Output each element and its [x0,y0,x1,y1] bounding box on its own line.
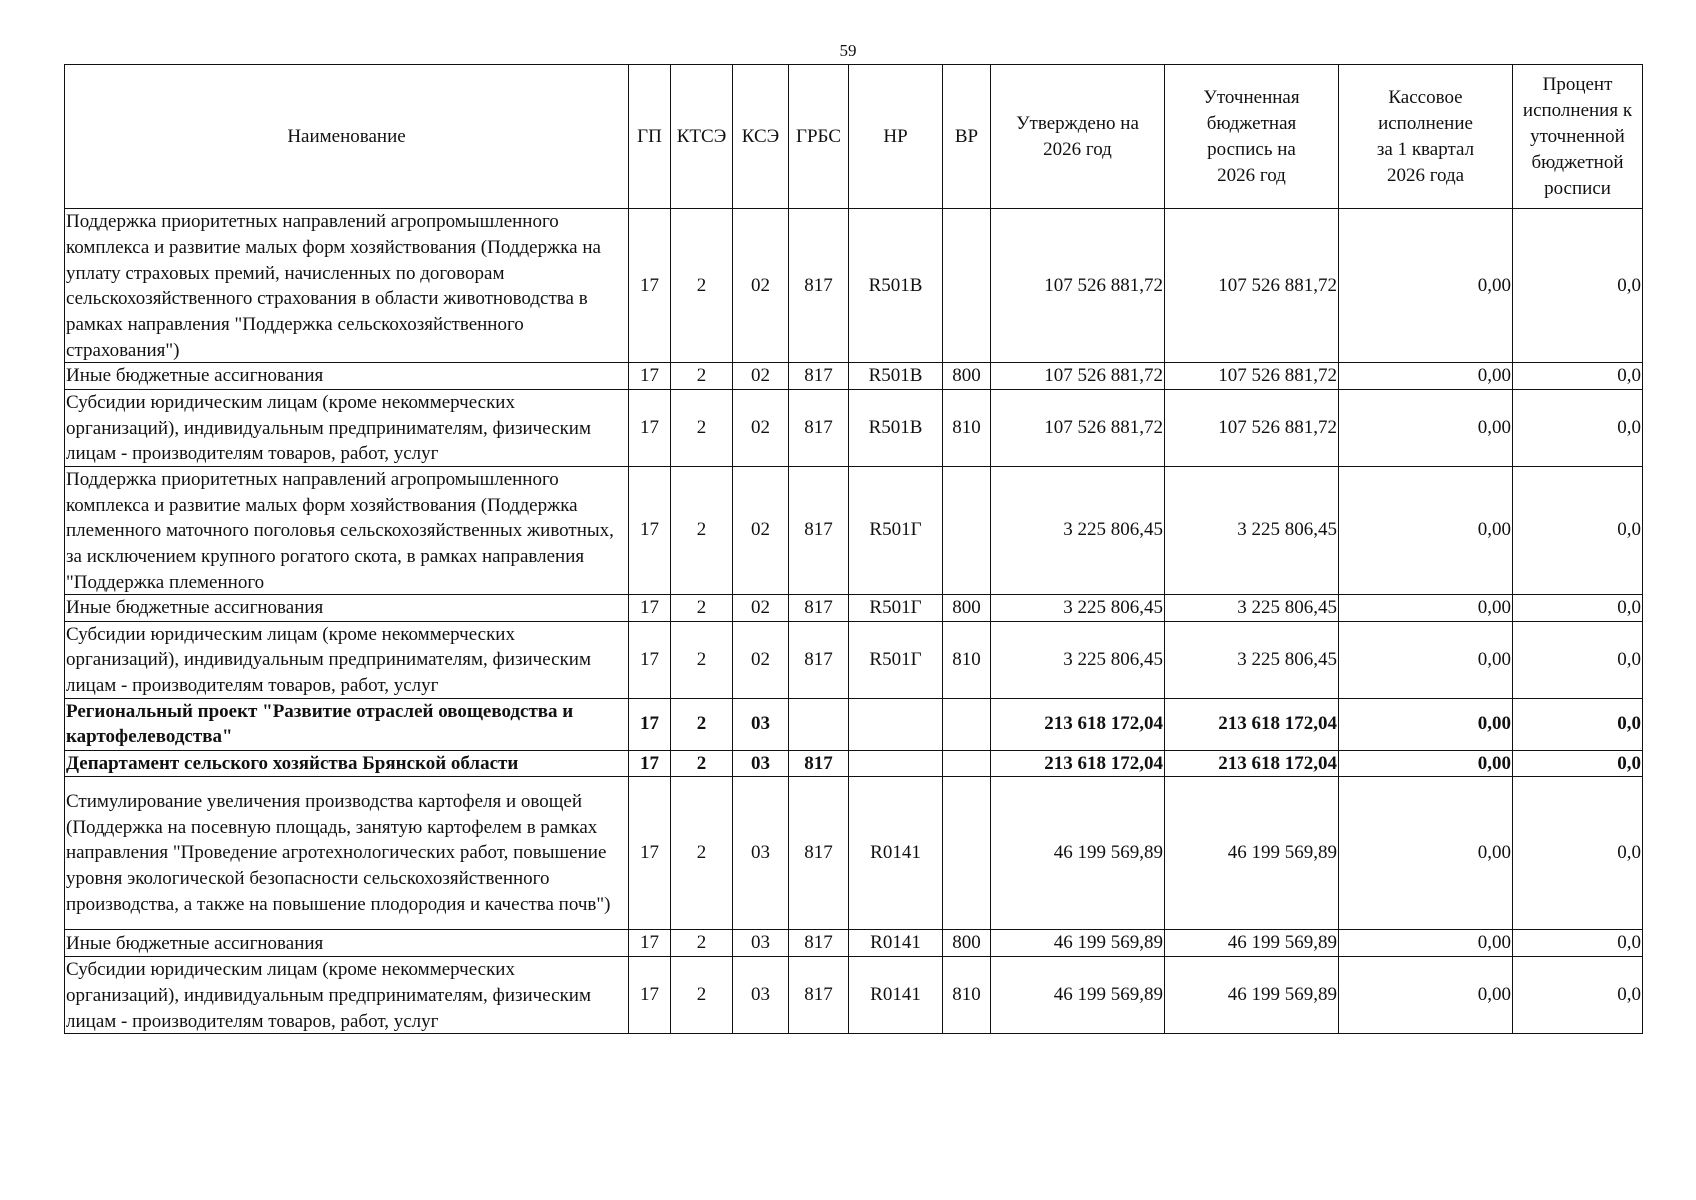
header-kse: КСЭ [733,65,789,209]
header-ktse: КТСЭ [671,65,733,209]
cell-cash: 0,00 [1339,594,1513,621]
cell-name [65,777,629,930]
cell-kse: 02 [733,466,789,594]
cell-percent: 0,0 [1513,621,1643,698]
cell-percent: 0,0 [1513,209,1643,363]
table-row [65,389,1643,466]
cell-percent: 0,0 [1513,389,1643,466]
cell-cash: 0,00 [1339,930,1513,957]
cell-grbs: 817 [789,389,849,466]
cell-nr: R501Г [849,594,943,621]
cell-grbs [789,698,849,750]
cell-cash: 0,00 [1339,209,1513,363]
cell-grbs: 817 [789,777,849,930]
cell-vr [943,698,991,750]
table-row [65,466,1643,594]
cell-kse: 02 [733,363,789,390]
cell-kse: 03 [733,930,789,957]
cell-cash: 0,00 [1339,389,1513,466]
row-name-text: Иные бюджетные ассигнования [66,932,324,954]
table-row [65,698,1643,750]
header-refined: Уточненная бюджетная роспись на 2026 год [1165,65,1339,209]
table-row [65,621,1643,698]
cell-gp: 17 [629,594,671,621]
cell-vr: 800 [943,594,991,621]
cell-cash: 0,00 [1339,957,1513,1034]
cell-refined: 3 225 806,45 [1165,466,1339,594]
cell-approved: 107 526 881,72 [991,363,1165,390]
cell-cash: 0,00 [1339,466,1513,594]
cell-ktse: 2 [671,698,733,750]
cell-ktse: 2 [671,466,733,594]
cell-nr: R501В [849,363,943,390]
header-grbs: ГРБС [789,65,849,209]
cell-nr [849,698,943,750]
cell-ktse: 2 [671,621,733,698]
cell-refined: 46 199 569,89 [1165,930,1339,957]
cell-refined: 107 526 881,72 [1165,209,1339,363]
cell-gp: 17 [629,957,671,1034]
row-name-text: Субсидии юридическим лицам (кроме некоммерческих организаций), индивидуальным предпринимателям, физическим лицам - производителям товаров, работ, услуг [66,959,591,1032]
table-row [65,777,1643,930]
cell-grbs: 817 [789,750,849,777]
cell-gp: 17 [629,363,671,390]
cell-kse: 03 [733,777,789,930]
cell-nr: R501В [849,389,943,466]
cell-nr: R501Г [849,621,943,698]
cell-percent: 0,0 [1513,957,1643,1034]
budget-table [64,64,1643,1034]
cell-percent: 0,0 [1513,930,1643,957]
cell-vr: 800 [943,930,991,957]
cell-vr [943,750,991,777]
cell-grbs: 817 [789,930,849,957]
row-name-text: Поддержка приоритетных направлений агропромышленного комплекса и развитие малых форм хозяйствования (Поддержка племенного маточного поголовья сельскохозяйственных животных, за исключением крупного рогатого скота, в рамках направления "Поддержка племенного [66,468,614,593]
cell-percent: 0,0 [1513,698,1643,750]
cell-ktse: 2 [671,209,733,363]
page-number: 59 [839,41,857,60]
table-row [65,209,1643,363]
cell-cash: 0,00 [1339,777,1513,930]
table-row [65,750,1643,777]
cell-ktse: 2 [671,930,733,957]
cell-percent: 0,0 [1513,750,1643,777]
cell-gp: 17 [629,930,671,957]
cell-name [65,957,629,1034]
cell-percent: 0,0 [1513,594,1643,621]
cell-ktse: 2 [671,389,733,466]
cell-refined: 3 225 806,45 [1165,594,1339,621]
cell-gp: 17 [629,750,671,777]
cell-vr: 810 [943,621,991,698]
cell-kse: 02 [733,621,789,698]
cell-percent: 0,0 [1513,363,1643,390]
cell-vr: 800 [943,363,991,390]
cell-cash: 0,00 [1339,363,1513,390]
cell-vr: 810 [943,957,991,1034]
cell-vr [943,777,991,930]
row-name-text: Иные бюджетные ассигнования [66,365,324,387]
cell-name [65,209,629,363]
cell-ktse: 2 [671,363,733,390]
cell-vr [943,466,991,594]
cell-gp: 17 [629,209,671,363]
table-row [65,930,1643,957]
header-approved: Утверждено на 2026 год [991,65,1165,209]
table-row [65,363,1643,390]
cell-refined: 46 199 569,89 [1165,777,1339,930]
cell-grbs: 817 [789,209,849,363]
cell-approved: 3 225 806,45 [991,621,1165,698]
cell-approved: 213 618 172,04 [991,698,1165,750]
table-row [65,594,1643,621]
row-name-text: Стимулирование увеличения производства картофеля и овощей (Поддержка на посевную площадь, занятую картофелем в рамках направления "Проведение агротехнологических работ, повышение уровня экологической безопасности сельскохозяйственного производства, а также на повышение плодородия и качества почв") [66,790,611,916]
cell-nr: R0141 [849,930,943,957]
cell-approved: 107 526 881,72 [991,209,1165,363]
cell-percent: 0,0 [1513,777,1643,930]
cell-name [65,621,629,698]
header-cash: Кассовое исполнение за 1 квартал 2026 года [1339,65,1513,209]
cell-nr: R501Г [849,466,943,594]
cell-gp: 17 [629,777,671,930]
cell-grbs: 817 [789,466,849,594]
cell-name [65,363,629,390]
cell-grbs: 817 [789,957,849,1034]
cell-approved: 46 199 569,89 [991,957,1165,1034]
cell-name [65,750,629,777]
cell-ktse: 2 [671,957,733,1034]
cell-approved: 3 225 806,45 [991,466,1165,594]
cell-refined: 3 225 806,45 [1165,621,1339,698]
cell-name [65,594,629,621]
cell-refined: 213 618 172,04 [1165,698,1339,750]
header-gp: ГП [629,65,671,209]
cell-kse: 03 [733,698,789,750]
cell-refined: 46 199 569,89 [1165,957,1339,1034]
cell-grbs: 817 [789,594,849,621]
cell-vr: 810 [943,389,991,466]
cell-gp: 17 [629,621,671,698]
cell-cash: 0,00 [1339,750,1513,777]
row-name-text: Субсидии юридическим лицам (кроме некоммерческих организаций), индивидуальным предпринимателям, физическим лицам - производителям товаров, работ, услуг [66,623,591,697]
header-row [65,65,1643,209]
cell-cash: 0,00 [1339,621,1513,698]
row-name-text: Поддержка приоритетных направлений агропромышленного комплекса и развитие малых форм хозяйствования (Поддержка на уплату страховых премий, начисленных по договорам сельскохозяйственного страхования в области животноводства в рамках направления "Поддержка сельскохозяйственного страхования") [66,211,601,361]
cell-gp: 17 [629,698,671,750]
row-name-text: Департамент сельского хозяйства Брянской области [66,752,519,774]
cell-gp: 17 [629,389,671,466]
table-body [65,209,1643,1034]
cell-approved: 3 225 806,45 [991,594,1165,621]
cell-percent: 0,0 [1513,466,1643,594]
cell-refined: 213 618 172,04 [1165,750,1339,777]
cell-kse: 02 [733,389,789,466]
cell-refined: 107 526 881,72 [1165,389,1339,466]
table-row [65,957,1643,1034]
cell-grbs: 817 [789,621,849,698]
cell-name [65,930,629,957]
cell-refined: 107 526 881,72 [1165,363,1339,390]
cell-kse: 03 [733,957,789,1034]
cell-approved: 46 199 569,89 [991,777,1165,930]
header-percent: Процент исполнения к уточненной бюджетной росписи [1513,65,1643,209]
cell-nr: R501В [849,209,943,363]
cell-name [65,466,629,594]
cell-nr: R0141 [849,957,943,1034]
cell-name [65,389,629,466]
cell-name [65,698,629,750]
cell-approved: 213 618 172,04 [991,750,1165,777]
cell-cash: 0,00 [1339,698,1513,750]
row-name-text: Иные бюджетные ассигнования [66,597,324,619]
cell-kse: 02 [733,594,789,621]
cell-nr [849,750,943,777]
cell-grbs: 817 [789,363,849,390]
cell-nr: R0141 [849,777,943,930]
row-name-text: Региональный проект "Развитие отраслей овощеводства и картофелеводства" [66,700,574,748]
cell-ktse: 2 [671,777,733,930]
cell-ktse: 2 [671,594,733,621]
cell-approved: 107 526 881,72 [991,389,1165,466]
cell-gp: 17 [629,466,671,594]
cell-ktse: 2 [671,750,733,777]
cell-approved: 46 199 569,89 [991,930,1165,957]
header-vr: ВР [943,65,991,209]
cell-kse: 03 [733,750,789,777]
row-name-text: Субсидии юридическим лицам (кроме некоммерческих организаций), индивидуальным предпринимателям, физическим лицам - производителям товаров, работ, услуг [66,391,591,465]
cell-kse: 02 [733,209,789,363]
cell-vr [943,209,991,363]
header-name: Наименование [65,65,629,209]
header-nr: НР [849,65,943,209]
